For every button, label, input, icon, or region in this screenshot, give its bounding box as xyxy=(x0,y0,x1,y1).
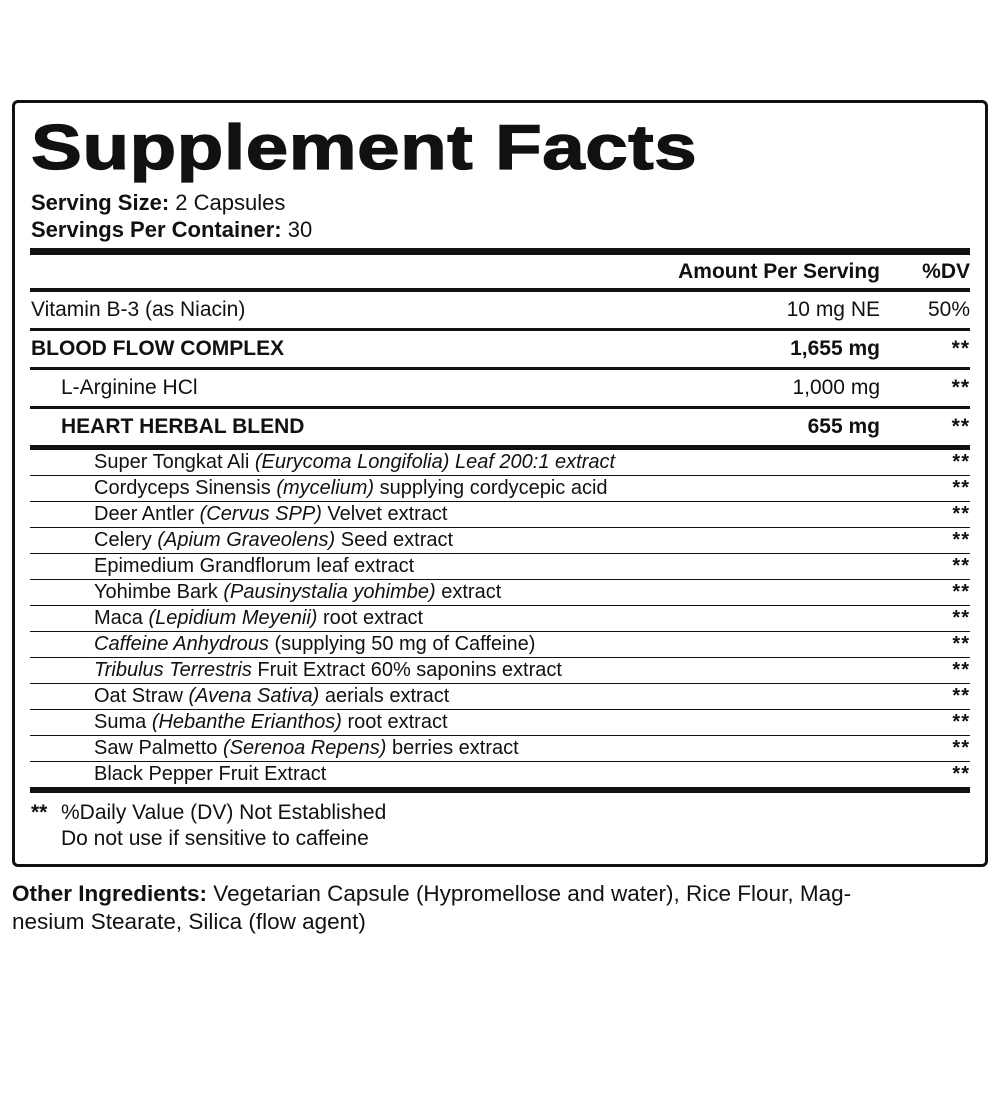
ingredient-row xyxy=(30,409,970,445)
supplement-facts-panel xyxy=(12,100,988,867)
ingredient-dv: ** xyxy=(951,415,970,438)
ingredient-dv: ** xyxy=(952,606,970,629)
servings-per-container-label: Servings Per Container: xyxy=(31,217,282,242)
daily-value-footnote xyxy=(31,800,970,826)
serving-size-value: 2 Capsules xyxy=(175,190,286,215)
ingredient-name: Celery (Apium Graveolens) Seed extract xyxy=(94,528,454,551)
ingredient-row xyxy=(30,762,970,787)
footnotes xyxy=(30,793,970,856)
ingredient-dv: ** xyxy=(951,376,970,399)
ingredient-dv: ** xyxy=(952,476,970,499)
ingredient-dv: ** xyxy=(951,337,970,360)
other-ingredients-line2: nesium Stearate, Silica (flow agent) xyxy=(12,908,366,934)
ingredient-row xyxy=(30,331,970,367)
ingredient-name: Super Tongkat Ali (Eurycoma Longifolia) Leaf 200:1 extract xyxy=(94,450,616,473)
ingredient-name: BLOOD FLOW COMPLEX xyxy=(31,337,285,360)
ingredient-amount: 1,655 mg xyxy=(790,337,880,360)
amount-per-serving-header: Amount Per Serving xyxy=(678,259,880,283)
ingredient-row xyxy=(30,684,970,709)
ingredient-dv: ** xyxy=(952,528,970,551)
ingredient-name: HEART HERBAL BLEND xyxy=(61,415,305,438)
ingredient-dv: ** xyxy=(952,736,970,759)
ingredient-dv: ** xyxy=(952,450,970,473)
ingredient-dv: ** xyxy=(952,554,970,577)
ingredient-row xyxy=(30,450,970,475)
ingredient-name: Black Pepper Fruit Extract xyxy=(94,762,327,785)
ingredient-row xyxy=(30,658,970,683)
daily-value-footnote-text: %Daily Value (DV) Not Established xyxy=(61,800,387,824)
ingredient-row xyxy=(30,476,970,501)
daily-value-footnote-mark: ** xyxy=(31,800,48,824)
ingredient-name: Suma (Hebanthe Erianthos) root extract xyxy=(94,710,448,733)
ingredient-name: Yohimbe Bark (Pausinystalia yohimbe) extract xyxy=(94,580,502,603)
ingredient-row xyxy=(30,292,970,328)
ingredient-amount: 10 mg NE xyxy=(786,298,880,321)
ingredient-dv: ** xyxy=(952,658,970,681)
ingredient-name: Cordyceps Sinensis (mycelium) supplying cordycepic acid xyxy=(94,476,608,499)
panel-title: Supplement Facts xyxy=(31,113,698,183)
ingredient-name: Maca (Lepidium Meyenii) root extract xyxy=(94,606,424,629)
ingredient-row xyxy=(30,554,970,579)
ingredient-dv: 50% xyxy=(927,298,970,321)
servings-per-container-value: 30 xyxy=(287,217,313,242)
ingredient-name: Tribulus Terrestris Fruit Extract 60% saponins extract xyxy=(94,658,562,681)
ingredient-row xyxy=(30,502,970,527)
ingredient-row xyxy=(30,580,970,605)
ingredient-name: Caffeine Anhydrous (supplying 50 mg of Caffeine) xyxy=(94,632,536,655)
ingredient-dv: ** xyxy=(952,580,970,603)
ingredient-dv: ** xyxy=(952,710,970,733)
ingredient-name: L-Arginine HCl xyxy=(61,376,198,399)
ingredient-dv: ** xyxy=(952,684,970,707)
ingredient-dv: ** xyxy=(952,502,970,525)
ingredient-row xyxy=(30,606,970,631)
other-ingredients-label: Other Ingredients: xyxy=(12,880,208,906)
percent-dv-header: %DV xyxy=(922,259,970,283)
other-ingredients xyxy=(12,880,988,936)
ingredient-amount: 1,000 mg xyxy=(792,376,880,399)
serving-size-line xyxy=(30,189,970,216)
ingredient-dv: ** xyxy=(952,632,970,655)
ingredient-row xyxy=(30,632,970,657)
servings-per-container-line xyxy=(30,216,970,243)
caffeine-warning: Do not use if sensitive to caffeine xyxy=(61,826,369,850)
table-header-row xyxy=(30,255,970,288)
ingredient-row xyxy=(30,736,970,761)
ingredient-name: Epimedium Grandflorum leaf extract xyxy=(94,554,415,577)
ingredient-name: Deer Antler (Cervus SPP) Velvet extract xyxy=(94,502,448,525)
ingredient-rows xyxy=(30,292,970,787)
serving-size-label: Serving Size: xyxy=(31,190,170,215)
ingredient-amount: 655 mg xyxy=(807,415,880,438)
other-ingredients-line1: Vegetarian Capsule (Hypromellose and water), Rice Flour, Mag- xyxy=(213,880,852,906)
ingredient-name: Saw Palmetto (Serenoa Repens) berries extract xyxy=(94,736,519,759)
divider-heavy-top xyxy=(30,248,970,255)
ingredient-row xyxy=(30,528,970,553)
ingredient-name: Oat Straw (Avena Sativa) aerials extract xyxy=(94,684,450,707)
ingredient-name: Vitamin B-3 (as Niacin) xyxy=(31,298,246,321)
ingredient-row xyxy=(30,710,970,735)
ingredient-dv: ** xyxy=(952,762,970,785)
ingredient-row xyxy=(30,370,970,406)
